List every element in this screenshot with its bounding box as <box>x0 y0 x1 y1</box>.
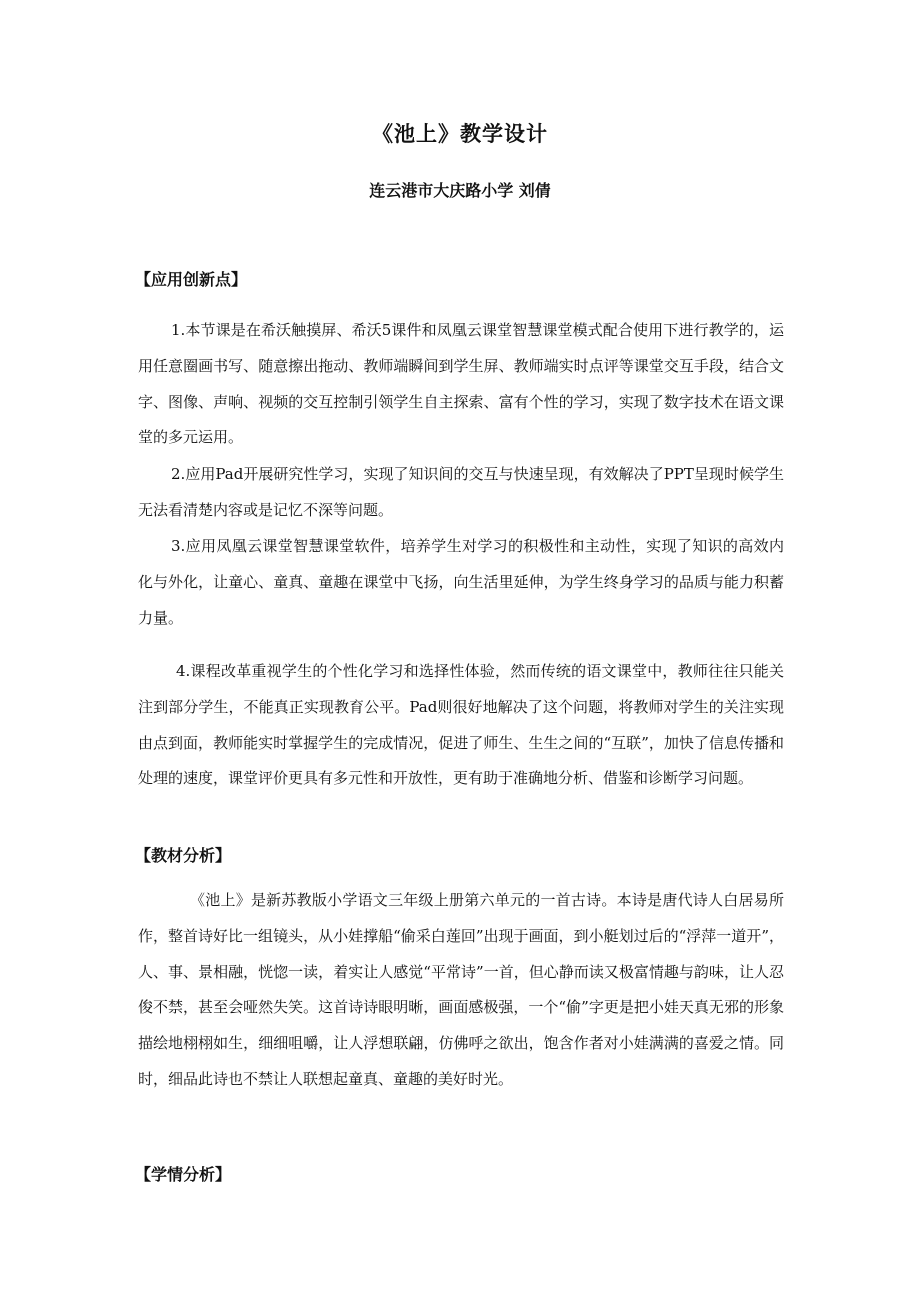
textbook-paragraph: 《池上》是新苏教版小学语文三年级上册第六单元的一首古诗。本诗是唐代诗人白居易所作，整首诗好比一组镜头，从小娃撑船“偷采白莲回”出现于画面，到小艇划过后的“浮萍一道开”，人、事、景相融，恍惚一读，着实让人感觉“平常诗”一首，但心静而读又极富情趣与韵味，让人忍俊不禁，甚至会哑然失笑。这首诗诗眼明晰，画面感极强，一个“偷”字更是把小娃天真无邪的形象描绘地栩栩如生，细细咀嚼，让人浮想联翩，仿佛呼之欲出，饱含作者对小娃满满的喜爱之情。同时，细品此诗也不禁让人联想起童真、童趣的美好时光。 <box>138 891 784 1088</box>
document-author: 连云港市大庆路小学 刘倩 <box>369 181 551 200</box>
innovation-paragraph-3: 3.应用凤凰云课堂智慧课堂软件，培养学生对学习的积极性和主动性，实现了知识的高效内化与外化，让童心、童真、童趣在课堂中飞扬，向生活里延伸，为学生终身学习的品质与能力积蓄力量。 <box>138 537 784 627</box>
document-title: 《池上》教学设计 <box>372 122 548 146</box>
innovation-paragraph-4: 4.课程改革重视学生的个性化学习和选择性体验，然而传统的语文课堂中，教师往往只能关注到部分学生，不能真正实现教育公平。Pad则很好地解决了这个问题，将教师对学生的关注实现由点到面，教师能实时掌握学生的完成情况，促进了师生、生生之间的“互联”，加快了信息传播和处理的速度，课堂评价更具有多元性和开放性，更有助于准确地分析、借鉴和诊断学习问题。 <box>138 662 784 788</box>
innovation-paragraph-1: 1.本节课是在希沃触摸屏、希沃5课件和凤凰云课堂智慧课堂模式配合使用下进行教学的，运用任意圈画书写、随意擦出拖动、教师端瞬间到学生屏、教师端实时点评等课堂交互手段，结合文字、图像、声响、视频的交互控制引领学生自主探索、富有个性的学习，实现了数字技术在语文课堂的多元运用。 <box>138 321 784 447</box>
heading-innovation: 【应用创新点】 <box>135 270 248 289</box>
heading-textbook-analysis: 【教材分析】 <box>135 846 232 865</box>
heading-student-analysis: 【学情分析】 <box>135 1165 232 1184</box>
innovation-paragraph-2: 2.应用Pad开展研究性学习，实现了知识间的交互与快速呈现，有效解决了PPT呈现时候学生无法看清楚内容或是记忆不深等问题。 <box>138 465 784 519</box>
